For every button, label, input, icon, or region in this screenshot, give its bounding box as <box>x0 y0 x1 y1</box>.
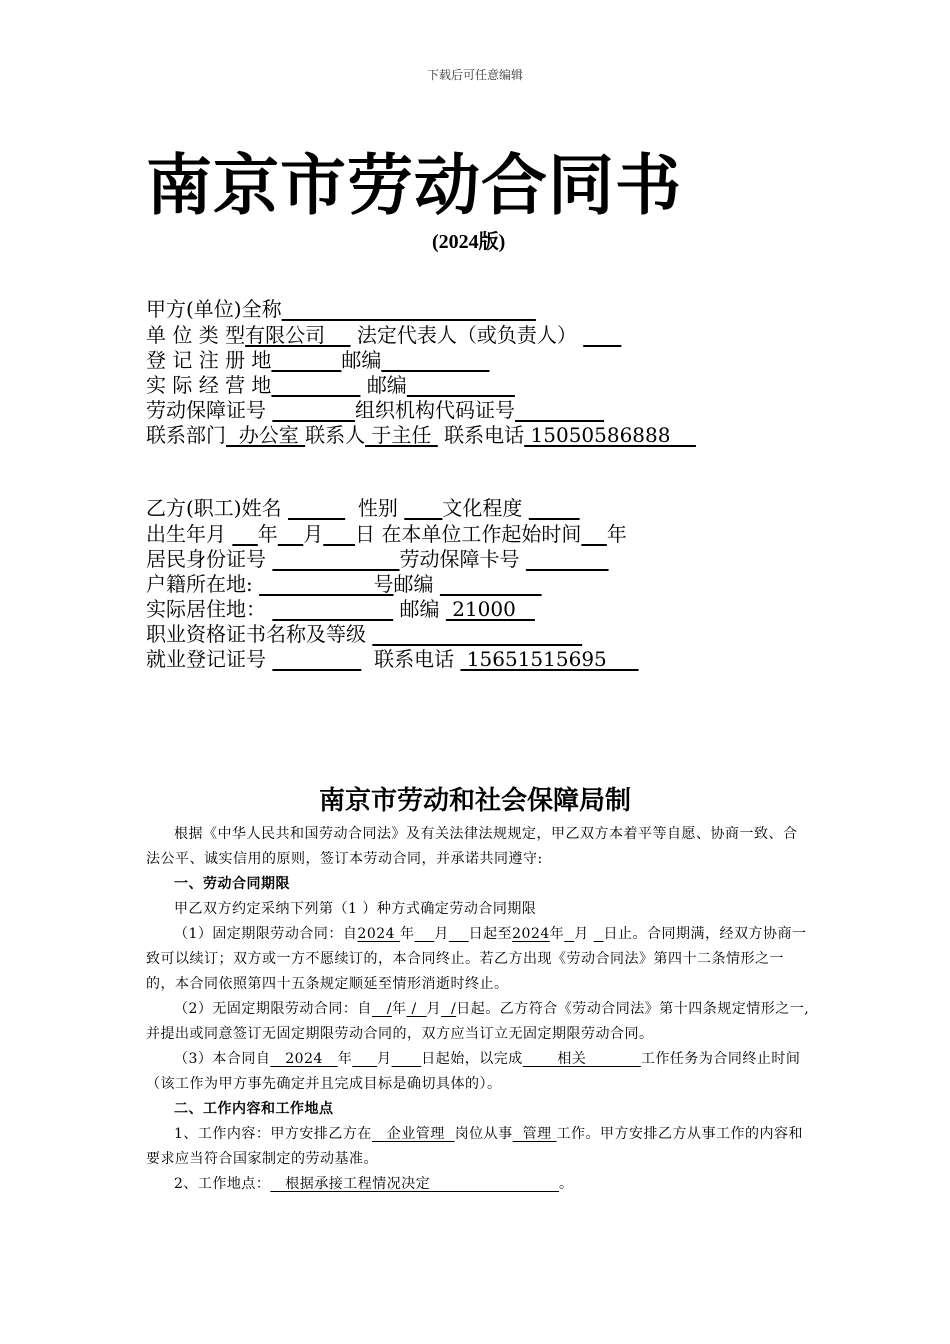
edu-label: 文化程度 <box>442 496 523 520</box>
qual-field[interactable] <box>372 622 582 646</box>
legal-rep-field[interactable] <box>583 323 621 347</box>
section2-item1: 1、工作内容：甲方安排乙方在 企业管理 岗位从事 管理 工作。甲方安排乙方从事工作的内容和要求应当符合国家制定的劳动基准。 <box>146 1126 804 1167</box>
start-year-label: 年 <box>606 522 627 546</box>
party-a-contact-row <box>146 423 696 448</box>
section1-item3: （3）本合同自 2024 年 月 日起始，以完成 相关 工作任务为合同终止时间（该工作为甲方事先确定并且完成目标是确切具体的）。 <box>146 1051 801 1092</box>
party-a-cert-row <box>146 398 604 423</box>
fixed-end-year[interactable]: 2024 <box>512 926 550 942</box>
post-dept-field[interactable]: 企业管理 <box>371 1126 455 1142</box>
birth-day-label: 日 <box>355 522 376 546</box>
party-b-hukou-row <box>146 572 542 597</box>
legal-rep-label: 法定代表人（或负责人） <box>356 323 577 347</box>
party-a-type-field[interactable]: 有限公司 <box>245 323 351 347</box>
open-start-day[interactable]: / <box>441 1001 457 1017</box>
gender-field[interactable] <box>404 496 442 520</box>
residence-field[interactable] <box>272 597 393 621</box>
id-label: 居民身份证号 <box>146 547 266 571</box>
section1-item2: （2）无固定期限劳动合同：自 /年 / 月 /日起。乙方符合《劳动合同法》第十四条规定情形之一,并提出或同意签订无固定期限劳动合同的，双方应当订立无固定期限劳动合同。 <box>146 1001 810 1042</box>
section2-item2: 2、工作地点： 根据承接工程情况决定 。 <box>174 1176 574 1192</box>
start-year-field[interactable] <box>581 522 606 546</box>
party-a-name-label: 甲方(单位)全称 <box>146 297 282 321</box>
party-a-type-row <box>146 323 621 348</box>
birth-day-field[interactable] <box>323 522 355 546</box>
preamble: 根据《中华人民共和国劳动合同法》及有关法律法规规定，甲乙双方本着平等自愿、协商一致、合法公平、诚实信用的原则，签订本劳动合同，并承诺共同遵守: <box>146 826 798 867</box>
labor-cert-label: 劳动保障证号 <box>146 398 266 422</box>
birth-month-field[interactable] <box>278 522 303 546</box>
section1-item1: （1）固定期限劳动合同：自2024 年 月 日起至2024年 月 日止。合同期满，经双方协商一致可以续订；双方或一方不愿续订的，本合同终止。若乙方出现《劳动合同法》第四十二条情形之一的，本合同依照第四十五条规定顺延至情形消逝时终止。 <box>146 926 807 992</box>
party-a-name-field[interactable] <box>282 297 536 321</box>
work-place-field[interactable]: 根据承接工程情况决定 <box>270 1176 559 1192</box>
op-postcode-label: 邮编 <box>366 373 407 397</box>
contact-field[interactable]: 于主任 <box>365 423 438 447</box>
birth-month-label: 月 <box>303 522 324 546</box>
birth-label: 出生年月 <box>146 522 226 546</box>
birth-year-label: 年 <box>257 522 278 546</box>
party-a-op-row <box>146 373 515 398</box>
task-start-day[interactable] <box>392 1051 422 1067</box>
party-a-reg-row <box>146 348 489 373</box>
open-start-year[interactable]: / <box>371 1001 392 1017</box>
fixed-end-day[interactable] <box>594 926 604 942</box>
emp-reg-field[interactable] <box>272 647 361 671</box>
emp-reg-label: 就业登记证号 <box>146 647 266 671</box>
dept-label: 联系部门 <box>146 423 226 447</box>
post-job-field[interactable]: 管理 <box>512 1126 557 1142</box>
op-addr-label: 实 际 经 营 地 <box>146 373 272 397</box>
party-b-phone-field[interactable]: 15651515695 <box>460 647 639 671</box>
labor-cert-field[interactable] <box>272 398 355 422</box>
hukou-label: 户籍所在地: <box>146 572 253 596</box>
id-field[interactable] <box>272 547 399 571</box>
party-b-birth-row <box>146 522 627 547</box>
gender-label: 性别 <box>357 496 398 520</box>
reg-postcode-label: 邮编 <box>341 348 382 372</box>
labor-card-label: 劳动保障卡号 <box>399 547 520 571</box>
fixed-start-year[interactable]: 2024 <box>357 926 401 942</box>
party-a-phone-field[interactable]: 15050586888 <box>524 423 696 447</box>
header-note: 下载后可任意编辑 <box>426 68 523 82</box>
party-a-phone-label: 联系电话 <box>444 423 525 447</box>
party-a-name-row <box>146 297 536 322</box>
party-b-emp-row <box>146 647 639 672</box>
section1-title: 一、劳动合同期限 <box>174 876 290 892</box>
contact-label: 联系人 <box>305 423 366 447</box>
party-b-name-field[interactable] <box>288 496 345 520</box>
reg-addr-field[interactable] <box>271 348 341 372</box>
birth-year-field[interactable] <box>232 522 257 546</box>
issuer-title: 南京市劳动和社会保障局制 <box>318 786 631 816</box>
document-title: 南京市劳动合同书 <box>146 147 682 224</box>
section2-title: 二、工作内容和工作地点 <box>174 1101 334 1117</box>
task-start-month[interactable] <box>352 1051 377 1067</box>
residence-postcode-field[interactable]: 21000 <box>445 597 535 621</box>
party-b-id-row <box>146 547 609 572</box>
op-postcode-field[interactable] <box>407 373 515 397</box>
party-b-name-label: 乙方(职工)姓名 <box>146 496 282 520</box>
dept-field[interactable]: 办公室 <box>226 423 306 447</box>
residence-label: 实际居住地： <box>146 597 266 621</box>
reg-postcode-field[interactable] <box>381 348 489 372</box>
labor-card-field[interactable] <box>526 547 609 571</box>
hukou-postcode-field[interactable] <box>440 572 542 596</box>
residence-postcode-label: 邮编 <box>399 597 440 621</box>
edu-field[interactable] <box>529 496 580 520</box>
party-b-residence-row <box>146 597 535 622</box>
section1-intro: 甲乙双方约定采纳下列第（1 ）种方式确定劳动合同期限 <box>174 901 537 917</box>
fixed-start-month[interactable] <box>415 926 435 942</box>
task-start-year[interactable]: 2024 <box>270 1051 338 1067</box>
qual-label: 职业资格证书名称及等级 <box>146 622 366 646</box>
org-code-label: 组织机构代码证号 <box>355 398 516 422</box>
op-addr-field[interactable] <box>271 373 360 397</box>
fixed-start-day[interactable] <box>449 926 469 942</box>
hukou-field[interactable]: 号 <box>259 572 394 596</box>
start-time-label: 在本单位工作起始时间 <box>381 522 582 546</box>
reg-addr-label: 登 记 注 册 地 <box>146 348 272 372</box>
party-b-phone-label: 联系电话 <box>374 647 455 671</box>
party-b-qual-row <box>146 622 582 647</box>
org-code-field[interactable] <box>515 398 604 422</box>
party-b-name-row <box>146 496 580 521</box>
fixed-end-month[interactable] <box>564 926 574 942</box>
open-start-month[interactable]: / <box>406 1001 427 1017</box>
edition-label: (2024版) <box>432 231 506 253</box>
task-name-field[interactable]: 相关 <box>522 1051 641 1067</box>
hukou-postcode-label: 邮编 <box>393 572 434 596</box>
contract-body <box>146 822 810 1197</box>
party-a-type-label: 单 位 类 型 <box>146 323 246 347</box>
